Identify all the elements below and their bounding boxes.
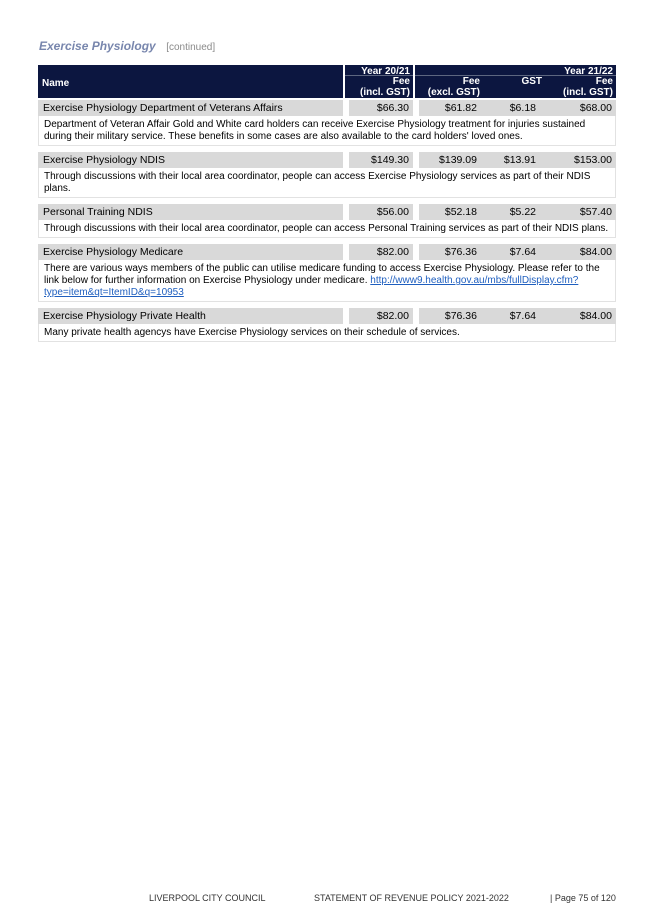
fee-2021: $56.00 [343,204,413,220]
header-fee-excl: Fee (excl. GST) [427,76,480,98]
table-row [38,308,616,324]
header-fee-incl-2021: Fee (incl. GST) [360,76,410,98]
fee-incl-gst: $84.00 [545,244,616,260]
fee-incl-gst: $84.00 [545,308,616,324]
fee-2021: $149.30 [343,152,413,168]
fee-2021: $66.30 [343,100,413,116]
header-year-2021: Year 20/21 [361,66,410,77]
table-row [38,244,616,260]
fees-table [38,65,616,348]
header-gst: GST [521,76,542,87]
fee-name: Personal Training NDIS [38,204,343,220]
header-fee-excl-cell [413,65,483,98]
table-row [38,204,616,220]
fee-excl-gst: $52.18 [413,204,483,220]
fee-excl-gst: $61.82 [413,100,483,116]
medicare-link[interactable]: http://www9.health.gov.au/mbs/fullDisplay.cfm? type=item&qt=ItemID&q=10953 [44,275,579,298]
header-name-cell [38,65,343,98]
header-year-2122-cell [545,65,616,98]
fee-name: Exercise Physiology Private Health [38,308,343,324]
row-description: Many private health agencys have Exercise Physiology services on their schedule of services. [38,324,616,342]
fee-2021: $82.00 [343,308,413,324]
fee-excl-gst: $139.09 [413,152,483,168]
gst-amount: $7.64 [483,308,545,324]
section-title: Exercise Physiology [39,39,156,53]
header-name: Name [42,78,70,89]
fee-2021: $82.00 [343,244,413,260]
fee-name: Exercise Physiology Department of Veterans Affairs [38,100,343,116]
fee-excl-gst: $76.36 [413,308,483,324]
row-description [38,260,616,302]
header-year-2122: Year 21/22 [564,66,613,77]
fee-incl-gst: $68.00 [545,100,616,116]
row-description: Through discussions with their local area coordinator, people can access Personal Training services as part of their NDIS plans. [38,220,616,238]
gst-amount: $7.64 [483,244,545,260]
gst-amount: $5.22 [483,204,545,220]
fee-excl-gst: $76.36 [413,244,483,260]
fee-name: Exercise Physiology Medicare [38,244,343,260]
header-year-2021-cell [343,65,413,98]
continued-label: [continued] [166,42,216,53]
section-heading [39,37,215,55]
fee-incl-gst: $153.00 [545,152,616,168]
fee-incl-gst: $57.40 [545,204,616,220]
row-description: Department of Veteran Affair Gold and White card holders can receive Exercise Physiology treatment for injuries sustained during their military service. These benefits in some cases are also available to the card holders' loved ones. [38,116,616,146]
description-text: There are various ways members of the public can utilise medicare funding to access Exercise Physiology. Please refer to the link below for further information on Exercise Physiology under medicare. [44,263,600,286]
gst-amount: $13.91 [483,152,545,168]
table-row [38,152,616,168]
header-gst-cell [483,65,545,98]
table-row [38,100,616,116]
gst-amount: $6.18 [483,100,545,116]
footer-page-number: | Page 75 of 120 [550,893,616,903]
fee-name: Exercise Physiology NDIS [38,152,343,168]
header-fee-incl-2122: Fee (incl. GST) [563,76,613,98]
footer-council: LIVERPOOL CITY COUNCIL [149,893,266,903]
table-header [38,65,616,98]
footer-document-title: STATEMENT OF REVENUE POLICY 2021-2022 [314,893,509,903]
row-description: Through discussions with their local area coordinator, people can access Exercise Physiology services as part of their NDIS plans. [38,168,616,198]
